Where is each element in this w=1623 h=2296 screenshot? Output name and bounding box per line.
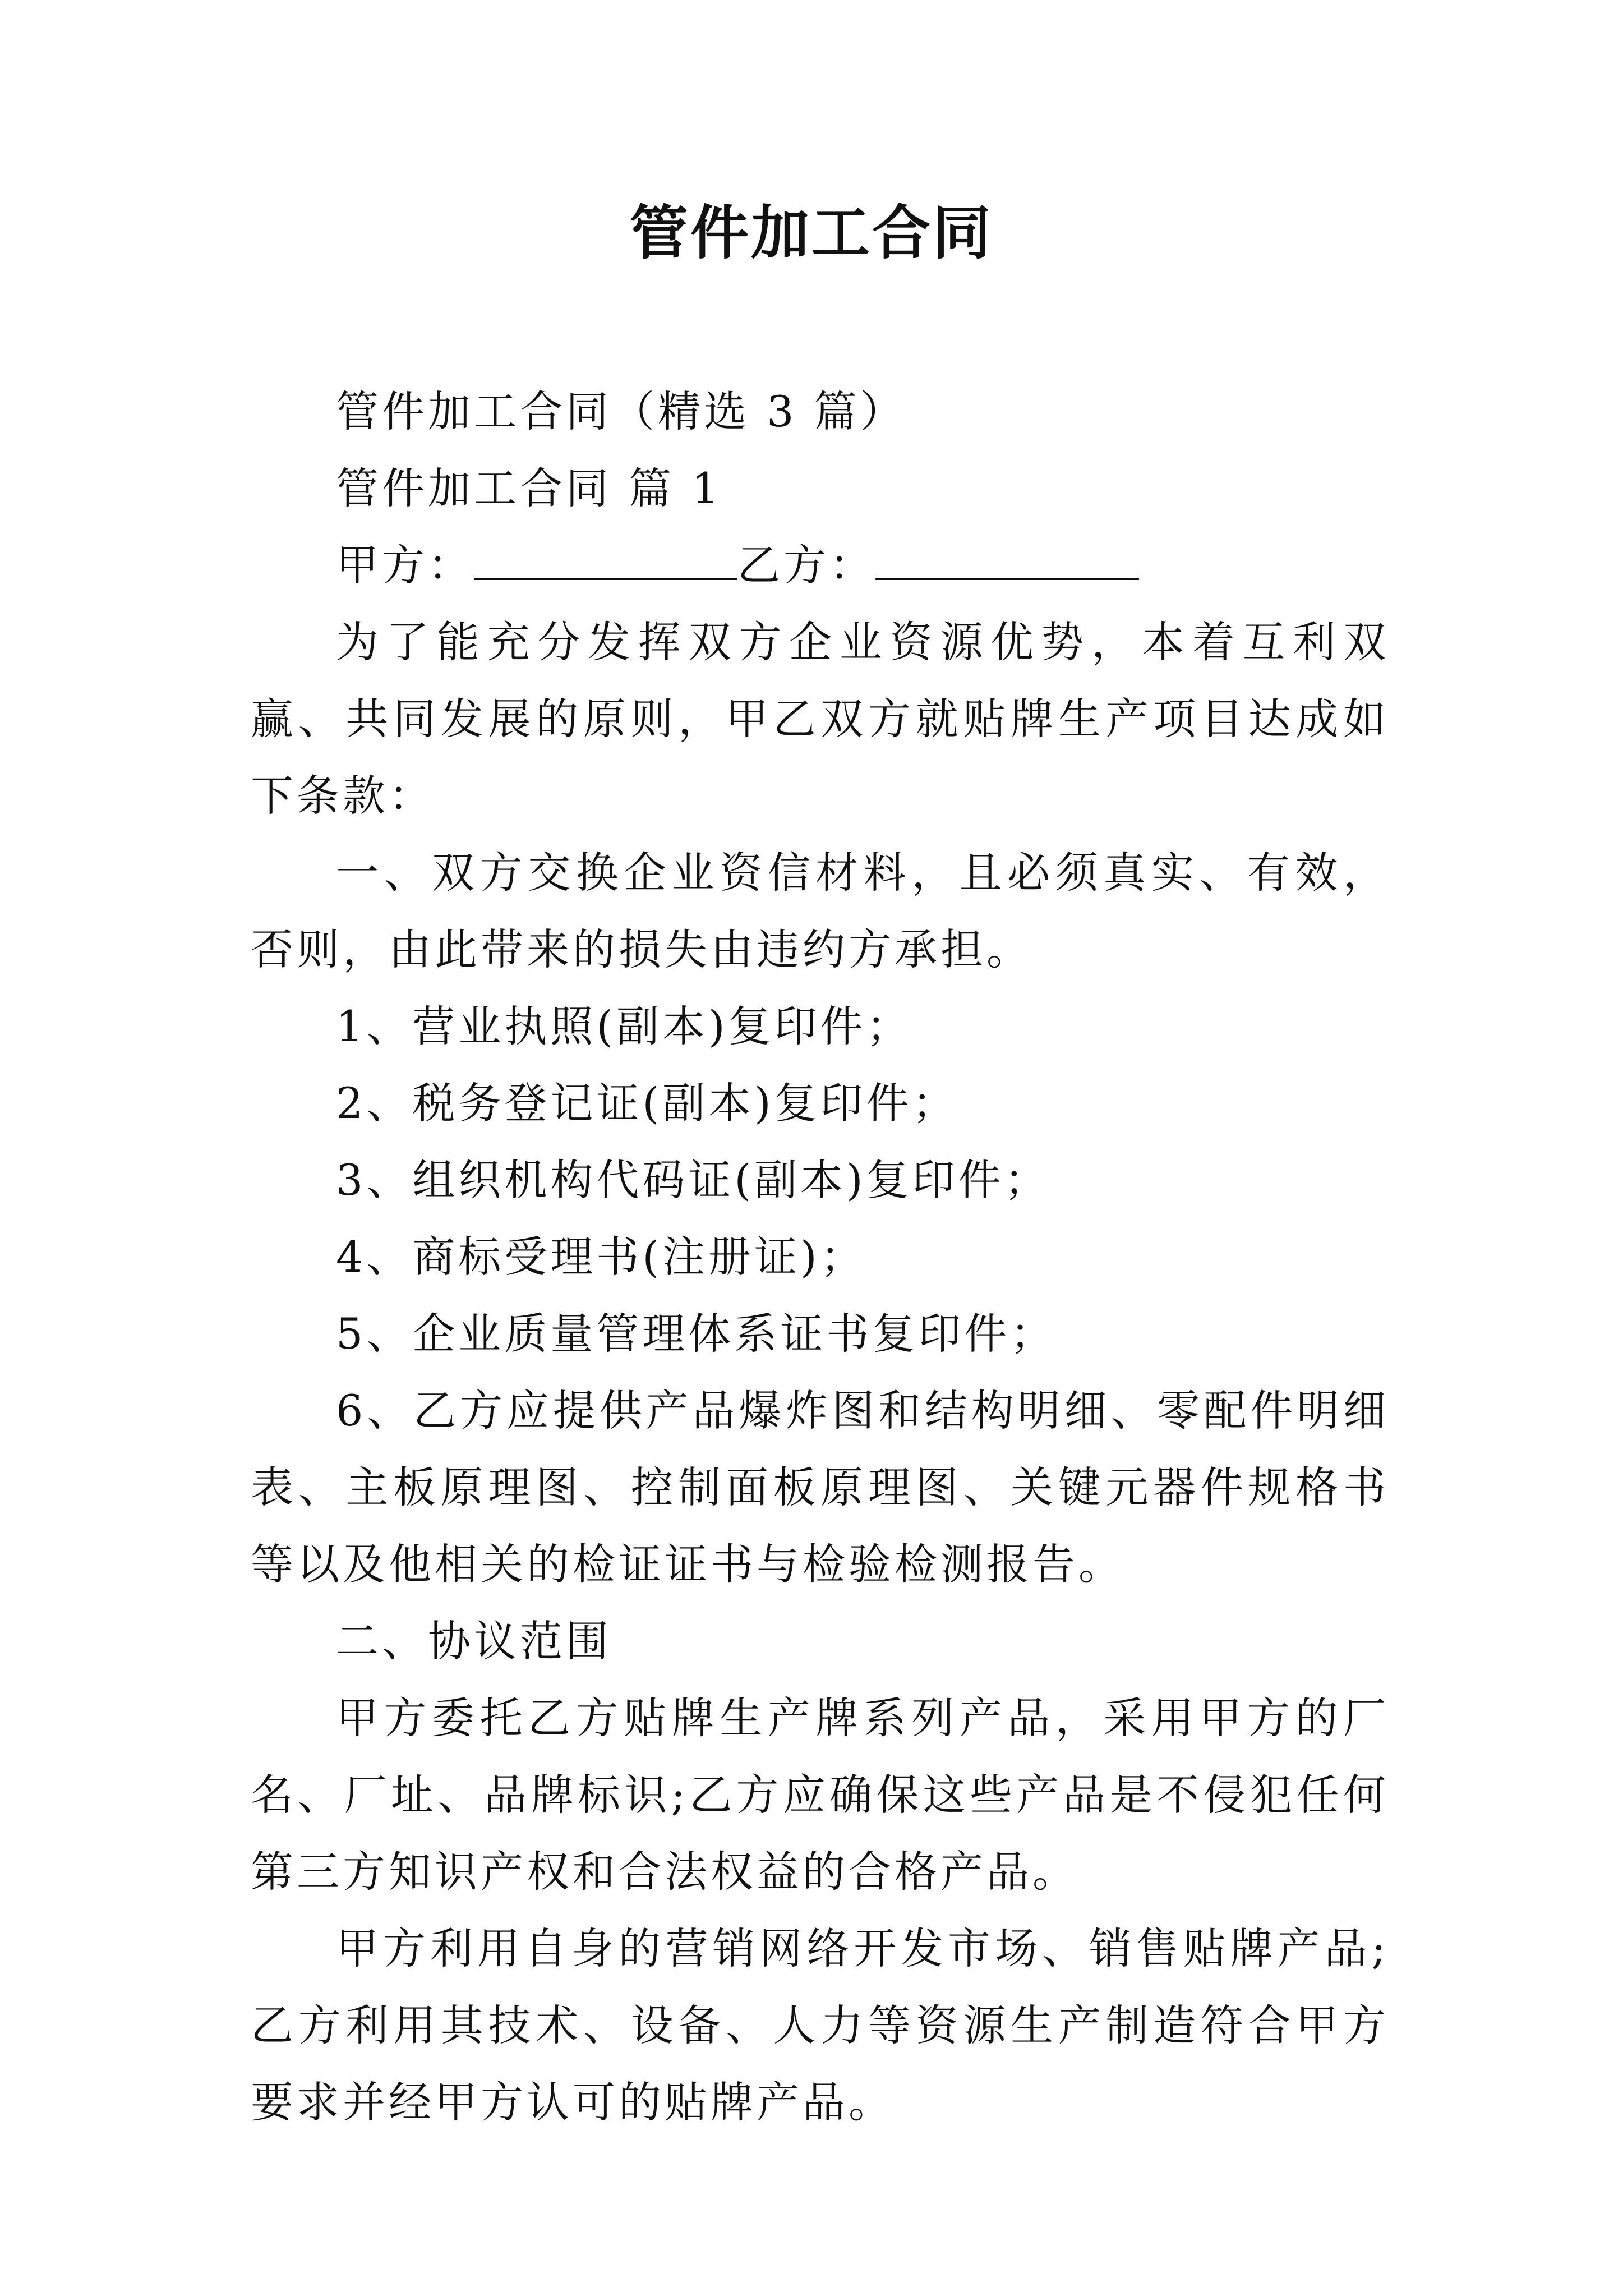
paragraph-scope-2: 甲方利用自身的营销网络开发市场、销售贴牌产品;乙方利用其技术、设备、人力等资源生产制造符合甲方要求并经甲方认可的贴牌产品。 [251, 1924, 1389, 2127]
document-subtitle: 管件加工合同（精选 3 篇） [336, 386, 906, 436]
list-item-5: 5、企业质量管理体系证书复印件； [336, 1309, 1057, 1359]
party-b-blank [875, 539, 1139, 580]
paragraph-intro: 为了能充分发挥双方企业资源优势，本着互利双赢、共同发展的原则，甲乙双方就贴牌生产项目达成如下条款： [251, 617, 1389, 821]
clause-2-heading: 二、协议范围 [336, 1616, 612, 1666]
list-item-6: 6、乙方应提供产品爆炸图和结构明细、零配件明细表、主板原理图、控制面板原理图、关键元器件规格书等以及他相关的检证证书与检验检测报告。 [251, 1386, 1389, 1589]
document-body [251, 373, 1389, 2141]
section-heading: 管件加工合同 篇 1 [336, 463, 722, 513]
party-line [251, 527, 1389, 604]
party-a-blank [474, 539, 737, 580]
document-title: 管件加工合同 [629, 199, 993, 267]
paragraph-clause-1: 一、双方交换企业资信材料，且必须真实、有效，否则，由此带来的损失由违约方承担。 [251, 848, 1389, 974]
paragraph-scope-1: 甲方委托乙方贴牌生产牌系列产品，采用甲方的厂名、厂址、品牌标识;乙方应确保这些产品是不侵犯任何第三方知识产权和合法权益的合格产品。 [251, 1693, 1389, 1897]
list-item-2: 2、税务登记证(副本)复印件； [336, 1078, 958, 1128]
list-item-1: 1、营业执照(副本)复印件； [336, 1001, 912, 1051]
list-item-3: 3、组织机构代码证(副本)复印件； [336, 1155, 1050, 1205]
party-b-label: 乙方： [737, 540, 875, 590]
party-a-label: 甲方： [336, 540, 474, 590]
list-item-4: 4、商标受理书(注册证)； [336, 1232, 866, 1282]
